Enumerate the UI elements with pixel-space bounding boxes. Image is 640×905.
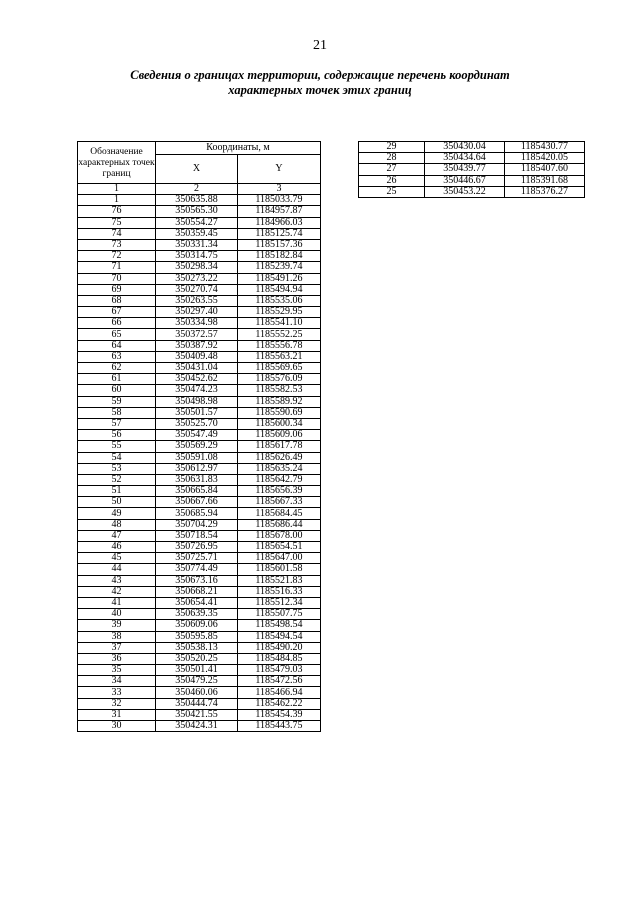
x-coordinate-cell: 350409.48	[156, 351, 238, 362]
y-coordinate-cell: 1185490.20	[238, 642, 321, 653]
y-coordinate-cell: 1185420.05	[505, 153, 585, 164]
point-number-cell: 65	[78, 329, 156, 340]
y-coordinate-cell: 1185686.44	[238, 519, 321, 530]
x-coordinate-cell: 350298.34	[156, 262, 238, 273]
point-number-cell: 71	[78, 262, 156, 273]
point-number-cell: 40	[78, 609, 156, 620]
x-coordinate-cell: 350725.71	[156, 553, 238, 564]
point-number-cell: 42	[78, 586, 156, 597]
table-row	[78, 340, 321, 351]
point-number-cell: 33	[78, 687, 156, 698]
y-coordinate-cell: 1185466.94	[238, 687, 321, 698]
y-coordinate-cell: 1185582.53	[238, 385, 321, 396]
x-coordinate-cell: 350774.49	[156, 564, 238, 575]
x-coordinate-cell: 350501.41	[156, 665, 238, 676]
y-coordinate-cell: 1185521.83	[238, 575, 321, 586]
point-number-cell: 38	[78, 631, 156, 642]
point-number-cell: 45	[78, 553, 156, 564]
x-coordinate-cell: 350314.75	[156, 251, 238, 262]
point-number-cell: 28	[359, 153, 425, 164]
x-coordinate-cell: 350635.88	[156, 195, 238, 206]
point-number-cell: 64	[78, 340, 156, 351]
table-row	[78, 597, 321, 608]
table-row	[78, 698, 321, 709]
table-row	[78, 642, 321, 653]
y-coordinate-cell: 1185376.27	[505, 186, 585, 197]
y-coordinate-cell: 1185569.65	[238, 363, 321, 374]
point-number-cell: 74	[78, 228, 156, 239]
x-coordinate-cell: 350359.45	[156, 228, 238, 239]
header-x: X	[156, 155, 238, 184]
table-row	[359, 142, 585, 153]
x-coordinate-cell: 350387.92	[156, 340, 238, 351]
x-coordinate-cell: 350431.04	[156, 363, 238, 374]
y-coordinate-cell: 1185654.51	[238, 542, 321, 553]
y-coordinate-cell: 1185563.21	[238, 351, 321, 362]
point-number-cell: 55	[78, 441, 156, 452]
x-coordinate-cell: 350263.55	[156, 295, 238, 306]
table-row	[78, 262, 321, 273]
y-coordinate-cell: 1185617.78	[238, 441, 321, 452]
x-coordinate-cell: 350673.16	[156, 575, 238, 586]
point-number-cell: 25	[359, 186, 425, 197]
point-number-cell: 59	[78, 396, 156, 407]
table-row	[78, 452, 321, 463]
coordinates-table-right	[358, 141, 585, 198]
x-coordinate-cell: 350665.84	[156, 486, 238, 497]
x-coordinate-cell: 350654.41	[156, 597, 238, 608]
point-number-cell: 37	[78, 642, 156, 653]
point-number-cell: 57	[78, 418, 156, 429]
point-number-cell: 69	[78, 284, 156, 295]
y-coordinate-cell: 1185684.45	[238, 508, 321, 519]
x-coordinate-cell: 350595.85	[156, 631, 238, 642]
x-coordinate-cell: 350479.25	[156, 676, 238, 687]
point-number-cell: 31	[78, 709, 156, 720]
table-row	[78, 542, 321, 553]
table-row	[78, 441, 321, 452]
point-number-cell: 43	[78, 575, 156, 586]
point-number-cell: 67	[78, 307, 156, 318]
table-row	[78, 709, 321, 720]
point-number-cell: 76	[78, 206, 156, 217]
table-row	[78, 273, 321, 284]
header-y: Y	[238, 155, 321, 184]
table-row	[78, 295, 321, 306]
table-row	[78, 676, 321, 687]
header-column-number-2: 2	[156, 184, 238, 195]
x-coordinate-cell: 350726.95	[156, 542, 238, 553]
y-coordinate-cell: 1185430.77	[505, 142, 585, 153]
table-row	[78, 217, 321, 228]
table-row	[78, 508, 321, 519]
point-number-cell: 32	[78, 698, 156, 709]
x-coordinate-cell: 350565.30	[156, 206, 238, 217]
table-row	[78, 239, 321, 250]
point-number-cell: 50	[78, 497, 156, 508]
point-number-cell: 44	[78, 564, 156, 575]
y-coordinate-cell: 1185507.75	[238, 609, 321, 620]
point-number-cell: 53	[78, 463, 156, 474]
point-number-cell: 1	[78, 195, 156, 206]
point-number-cell: 51	[78, 486, 156, 497]
x-coordinate-cell: 350498.98	[156, 396, 238, 407]
y-coordinate-cell: 1185590.69	[238, 407, 321, 418]
table-row	[78, 251, 321, 262]
point-number-cell: 47	[78, 530, 156, 541]
table-row	[78, 318, 321, 329]
x-coordinate-cell: 350704.29	[156, 519, 238, 530]
x-coordinate-cell: 350331.34	[156, 239, 238, 250]
x-coordinate-cell: 350667.66	[156, 497, 238, 508]
x-coordinate-cell: 350430.04	[425, 142, 505, 153]
point-number-cell: 75	[78, 217, 156, 228]
table-row	[78, 363, 321, 374]
y-coordinate-cell: 1185642.79	[238, 474, 321, 485]
y-coordinate-cell: 1185512.34	[238, 597, 321, 608]
table-row	[78, 284, 321, 295]
y-coordinate-cell: 1185656.39	[238, 486, 321, 497]
y-coordinate-cell: 1185498.54	[238, 620, 321, 631]
x-coordinate-cell: 350520.25	[156, 653, 238, 664]
y-coordinate-cell: 1185239.74	[238, 262, 321, 273]
x-coordinate-cell: 350421.55	[156, 709, 238, 720]
table-row	[78, 329, 321, 340]
y-coordinate-cell: 1185443.75	[238, 721, 321, 732]
x-coordinate-cell: 350372.57	[156, 329, 238, 340]
y-coordinate-cell: 1185182.84	[238, 251, 321, 262]
x-coordinate-cell: 350554.27	[156, 217, 238, 228]
point-number-cell: 41	[78, 597, 156, 608]
y-coordinate-cell: 1185635.24	[238, 463, 321, 474]
table-row	[78, 486, 321, 497]
y-coordinate-cell: 1185494.54	[238, 631, 321, 642]
table-row	[78, 463, 321, 474]
point-number-cell: 63	[78, 351, 156, 362]
table-row	[78, 519, 321, 530]
x-coordinate-cell: 350460.06	[156, 687, 238, 698]
point-number-cell: 52	[78, 474, 156, 485]
y-coordinate-cell: 1185454.39	[238, 709, 321, 720]
table-row	[78, 653, 321, 664]
table-row	[78, 586, 321, 597]
point-number-cell: 54	[78, 452, 156, 463]
x-coordinate-cell: 350538.13	[156, 642, 238, 653]
x-coordinate-cell: 350639.35	[156, 609, 238, 620]
point-number-cell: 49	[78, 508, 156, 519]
page-number: 21	[313, 38, 327, 53]
table-row	[78, 418, 321, 429]
x-coordinate-cell: 350434.64	[425, 153, 505, 164]
y-coordinate-cell: 1185556.78	[238, 340, 321, 351]
point-number-cell: 60	[78, 385, 156, 396]
table-row	[359, 175, 585, 186]
x-coordinate-cell: 350718.54	[156, 530, 238, 541]
point-number-cell: 62	[78, 363, 156, 374]
table-row	[359, 153, 585, 164]
point-number-cell: 68	[78, 295, 156, 306]
table-row	[78, 665, 321, 676]
point-number-cell: 48	[78, 519, 156, 530]
y-coordinate-cell: 1185601.58	[238, 564, 321, 575]
table-row	[78, 530, 321, 541]
table-row	[78, 374, 321, 385]
x-coordinate-cell: 350446.67	[425, 175, 505, 186]
coordinates-table-left	[77, 141, 321, 732]
x-coordinate-cell: 350612.97	[156, 463, 238, 474]
y-coordinate-cell: 1185157.36	[238, 239, 321, 250]
y-coordinate-cell: 1185484.85	[238, 653, 321, 664]
table-row	[78, 385, 321, 396]
x-coordinate-cell: 350501.57	[156, 407, 238, 418]
y-coordinate-cell: 1185462.22	[238, 698, 321, 709]
point-number-cell: 27	[359, 164, 425, 175]
point-number-cell: 58	[78, 407, 156, 418]
x-coordinate-cell: 350270.74	[156, 284, 238, 295]
y-coordinate-cell: 1185472.56	[238, 676, 321, 687]
x-coordinate-cell: 350525.70	[156, 418, 238, 429]
y-coordinate-cell: 1185494.94	[238, 284, 321, 295]
y-coordinate-cell: 1185535.06	[238, 295, 321, 306]
y-coordinate-cell: 1185529.95	[238, 307, 321, 318]
table-row	[78, 631, 321, 642]
y-coordinate-cell: 1185626.49	[238, 452, 321, 463]
y-coordinate-cell: 1185576.09	[238, 374, 321, 385]
table-row	[359, 164, 585, 175]
table-row	[78, 307, 321, 318]
table-row	[78, 497, 321, 508]
point-number-cell: 72	[78, 251, 156, 262]
x-coordinate-cell: 350474.23	[156, 385, 238, 396]
heading-line-1: Сведения о границах территории, содержащие перечень координат	[130, 68, 510, 82]
point-number-cell: 61	[78, 374, 156, 385]
x-coordinate-cell: 350444.74	[156, 698, 238, 709]
table-row	[78, 575, 321, 586]
y-coordinate-cell: 1184966.03	[238, 217, 321, 228]
y-coordinate-cell: 1185491.26	[238, 273, 321, 284]
x-coordinate-cell: 350334.98	[156, 318, 238, 329]
point-number-cell: 29	[359, 142, 425, 153]
y-coordinate-cell: 1185125.74	[238, 228, 321, 239]
table-row	[78, 609, 321, 620]
x-coordinate-cell: 350439.77	[425, 164, 505, 175]
document-heading	[60, 68, 580, 98]
y-coordinate-cell: 1185407.60	[505, 164, 585, 175]
x-coordinate-cell: 350631.83	[156, 474, 238, 485]
point-number-cell: 36	[78, 653, 156, 664]
x-coordinate-cell: 350424.31	[156, 721, 238, 732]
table-row	[78, 620, 321, 631]
table-row	[78, 195, 321, 206]
x-coordinate-cell: 350569.29	[156, 441, 238, 452]
y-coordinate-cell: 1185552.25	[238, 329, 321, 340]
header-coordinates: Координаты, м	[156, 142, 321, 155]
y-coordinate-cell: 1185667.33	[238, 497, 321, 508]
x-coordinate-cell: 350453.22	[425, 186, 505, 197]
point-number-cell: 70	[78, 273, 156, 284]
table-row	[78, 396, 321, 407]
point-number-cell: 66	[78, 318, 156, 329]
y-coordinate-cell: 1185589.92	[238, 396, 321, 407]
header-column-number-1: 1	[78, 184, 156, 195]
table-row	[78, 474, 321, 485]
y-coordinate-cell: 1185516.33	[238, 586, 321, 597]
x-coordinate-cell: 350609.06	[156, 620, 238, 631]
point-number-cell: 73	[78, 239, 156, 250]
table-row	[78, 564, 321, 575]
x-coordinate-cell: 350591.08	[156, 452, 238, 463]
table-row	[78, 721, 321, 732]
x-coordinate-cell: 350452.62	[156, 374, 238, 385]
header-designation: Обозначение характерных точек границ	[78, 142, 156, 184]
header-column-number-3: 3	[238, 184, 321, 195]
table-row	[78, 407, 321, 418]
table-row	[78, 206, 321, 217]
y-coordinate-cell: 1185033.79	[238, 195, 321, 206]
point-number-cell: 46	[78, 542, 156, 553]
point-number-cell: 30	[78, 721, 156, 732]
y-coordinate-cell: 1184957.87	[238, 206, 321, 217]
y-coordinate-cell: 1185647.00	[238, 553, 321, 564]
table-row	[78, 228, 321, 239]
point-number-cell: 39	[78, 620, 156, 631]
point-number-cell: 26	[359, 175, 425, 186]
point-number-cell: 35	[78, 665, 156, 676]
table-row	[78, 687, 321, 698]
y-coordinate-cell: 1185479.03	[238, 665, 321, 676]
table-row	[78, 351, 321, 362]
y-coordinate-cell: 1185541.10	[238, 318, 321, 329]
heading-line-2: характерных точек этих границ	[228, 83, 412, 97]
table-row	[78, 553, 321, 564]
y-coordinate-cell: 1185609.06	[238, 430, 321, 441]
x-coordinate-cell: 350547.49	[156, 430, 238, 441]
x-coordinate-cell: 350297.40	[156, 307, 238, 318]
x-coordinate-cell: 350685.94	[156, 508, 238, 519]
point-number-cell: 34	[78, 676, 156, 687]
x-coordinate-cell: 350273.22	[156, 273, 238, 284]
y-coordinate-cell: 1185391.68	[505, 175, 585, 186]
table-row	[78, 430, 321, 441]
y-coordinate-cell: 1185678.00	[238, 530, 321, 541]
x-coordinate-cell: 350668.21	[156, 586, 238, 597]
point-number-cell: 56	[78, 430, 156, 441]
y-coordinate-cell: 1185600.34	[238, 418, 321, 429]
table-row	[359, 186, 585, 197]
